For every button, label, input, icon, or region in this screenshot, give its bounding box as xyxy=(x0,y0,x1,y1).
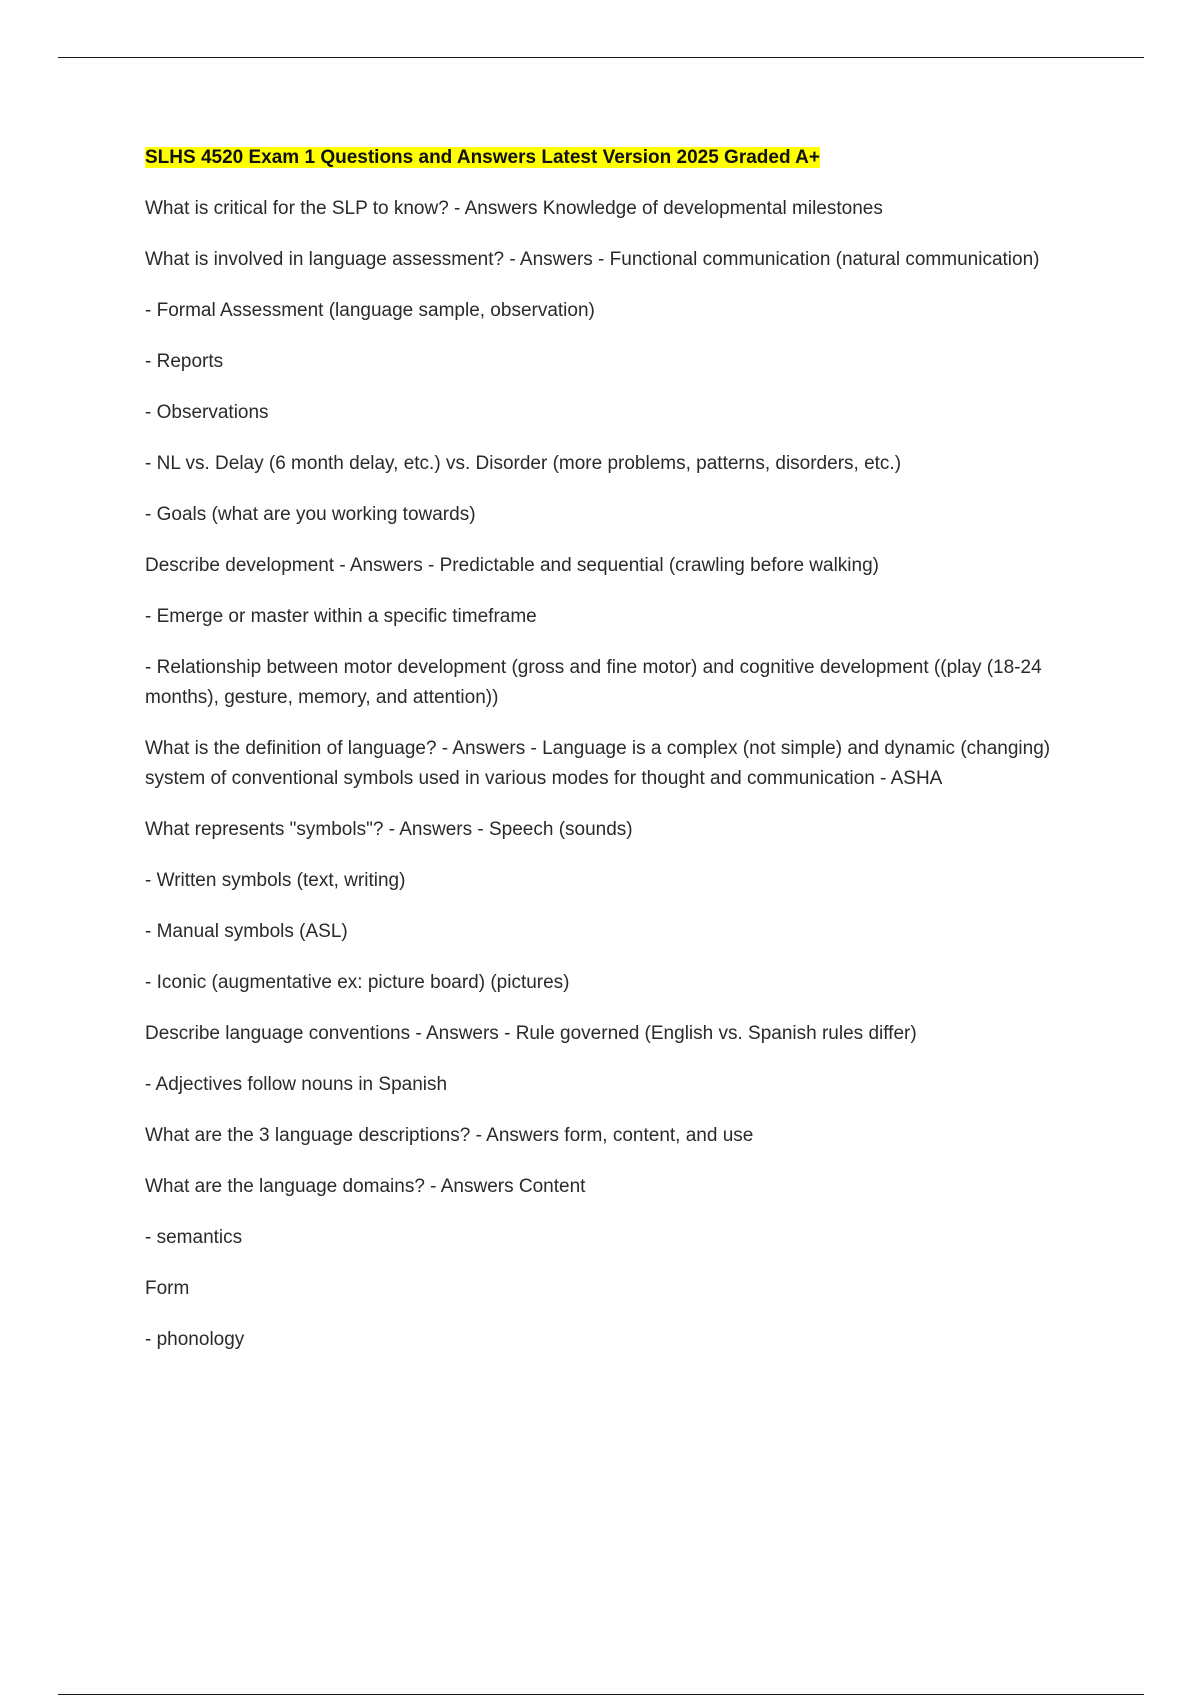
paragraph: - NL vs. Delay (6 month delay, etc.) vs. Disorder (more problems, patterns, disorders, etc.) xyxy=(145,453,902,474)
title-line xyxy=(145,143,1065,174)
paragraph: - Iconic (augmentative ex: picture board) (pictures) xyxy=(145,972,570,993)
paragraph: Describe development - Answers - Predictable and sequential (crawling before walking) xyxy=(145,555,879,576)
paragraph: - Formal Assessment (language sample, observation) xyxy=(145,300,595,321)
paragraph-list xyxy=(145,194,1065,1355)
paragraph: What represents "symbols"? - Answers - Speech (sounds) xyxy=(145,819,633,840)
paragraph: What is the definition of language? - Answers - Language is a complex (not simple) and dynamic (changing) system of conventional symbols used in various modes for thought and communication - ASHA xyxy=(145,738,1051,789)
paragraph: Form xyxy=(145,1278,190,1299)
paragraph: What is critical for the SLP to know? - Answers Knowledge of developmental milestones xyxy=(145,198,883,219)
paragraph: Describe language conventions - Answers - Rule governed (English vs. Spanish rules differ) xyxy=(145,1023,917,1044)
document-title: SLHS 4520 Exam 1 Questions and Answers Latest Version 2025 Graded A+ xyxy=(145,147,820,168)
bottom-rule xyxy=(58,1694,1144,1695)
paragraph: - semantics xyxy=(145,1227,243,1248)
paragraph: What are the 3 language descriptions? - Answers form, content, and use xyxy=(145,1125,754,1146)
paragraph: What is involved in language assessment? - Answers - Functional communication (natural communication) xyxy=(145,249,1040,270)
paragraph: - Relationship between motor development (gross and fine motor) and cognitive development ((play (18-24 months), gesture, memory, and attention)) xyxy=(145,657,1042,708)
paragraph: - Written symbols (text, writing) xyxy=(145,870,406,891)
top-rule xyxy=(58,57,1144,58)
paragraph: - Emerge or master within a specific timeframe xyxy=(145,606,537,627)
paragraph: - phonology xyxy=(145,1329,245,1350)
paragraph: - Manual symbols (ASL) xyxy=(145,921,348,942)
paragraph: What are the language domains? - Answers Content xyxy=(145,1176,586,1197)
paragraph: - Observations xyxy=(145,402,269,423)
paragraph: - Goals (what are you working towards) xyxy=(145,504,476,525)
paragraph: - Adjectives follow nouns in Spanish xyxy=(145,1074,448,1095)
document-body xyxy=(145,143,1065,1376)
paragraph: - Reports xyxy=(145,351,224,372)
